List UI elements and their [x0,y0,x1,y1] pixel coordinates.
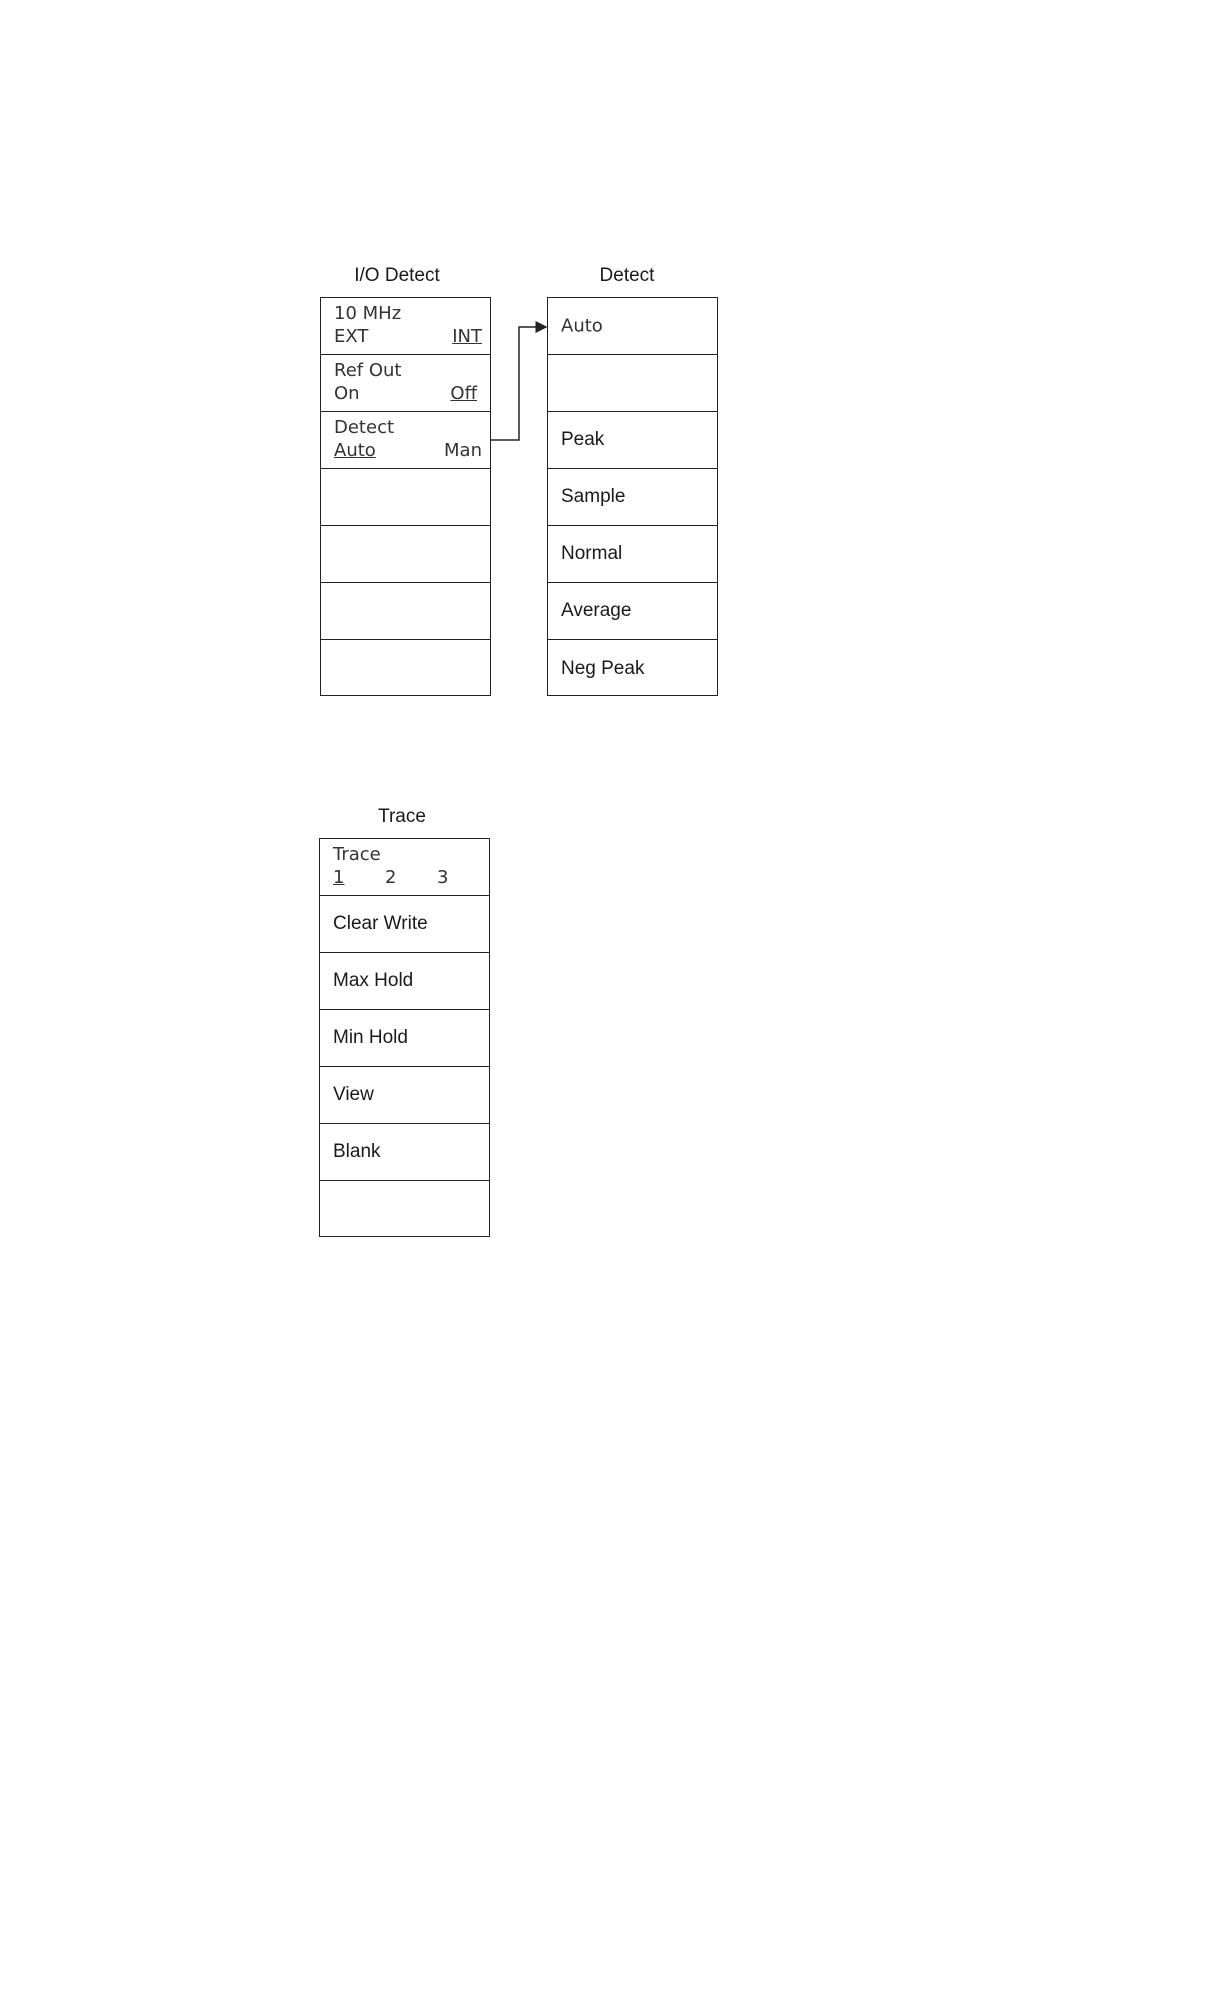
option-off-selected: Off [450,383,477,404]
softkey-blank[interactable]: Blank [320,1124,489,1181]
option-ext: EXT [334,326,369,347]
trace-menu-title: Trace [378,806,426,827]
softkey-neg-peak[interactable]: Neg Peak [561,657,645,679]
softkey-clear-write[interactable]: Clear Write [320,896,489,953]
option-man: Man [444,440,482,461]
softkey-label: Trace [333,844,381,865]
softkey-sample[interactable]: Sample [548,469,717,526]
softkey-label: Ref Out [334,360,402,381]
softkey-label: 10 MHz [334,303,402,324]
softkey-auto[interactable]: Auto [548,298,717,355]
io-detect-menu-title: I/O Detect [354,265,440,286]
softkey-max-hold[interactable]: Max Hold [320,953,489,1010]
softkey-peak[interactable]: Peak [548,412,717,469]
softkey-trace[interactable] [320,839,489,896]
softkey-normal[interactable]: Normal [548,526,717,583]
option-trace-3: 3 [437,867,449,888]
trace-menu [319,838,490,1237]
option-on: On [334,383,360,404]
softkey-min-hold[interactable]: Min Hold [320,1010,489,1067]
softkey-view[interactable]: View [320,1067,489,1124]
option-auto-selected: Auto [334,440,376,461]
softkey-empty[interactable] [320,1181,489,1238]
option-trace-1-selected: 1 [333,867,345,888]
option-trace-2: 2 [385,867,397,888]
option-int-selected: INT [452,326,482,347]
softkey-label: Detect [334,417,395,438]
detect-menu-title: Detect [599,265,655,286]
softkey-average[interactable]: Average [548,583,717,640]
